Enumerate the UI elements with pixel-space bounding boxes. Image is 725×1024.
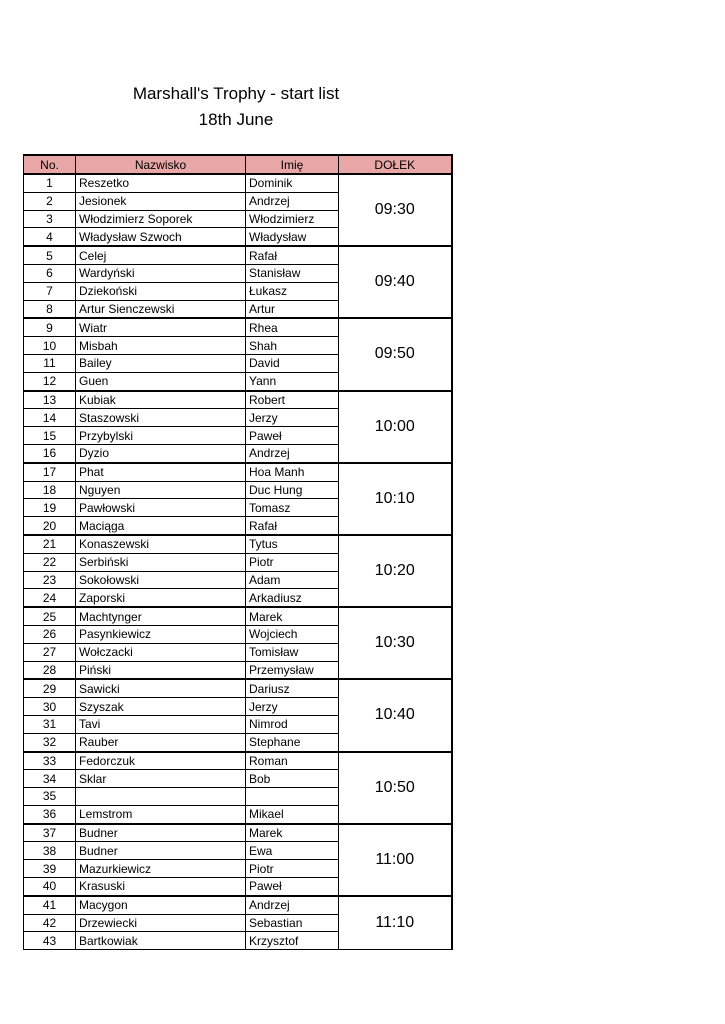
header-surname: Nazwisko bbox=[76, 155, 246, 174]
entry-firstname: Dominik bbox=[246, 174, 339, 192]
entry-number: 18 bbox=[24, 481, 76, 499]
page-title: Marshall's Trophy - start list bbox=[132, 84, 340, 103]
entry-surname: Phat bbox=[76, 463, 246, 481]
table-header-row bbox=[24, 155, 452, 174]
entry-surname: Dyzio bbox=[76, 444, 246, 462]
entry-surname: Przybylski bbox=[76, 427, 246, 445]
table-row bbox=[24, 896, 452, 914]
tee-time: 09:30 bbox=[339, 174, 452, 246]
entry-number: 40 bbox=[24, 878, 76, 896]
entry-firstname: Wojciech bbox=[246, 625, 339, 643]
tee-time: 09:40 bbox=[339, 246, 452, 318]
entry-surname: Pawłowski bbox=[76, 499, 246, 517]
entry-surname: Serbiński bbox=[76, 553, 246, 571]
entry-number: 15 bbox=[24, 427, 76, 445]
entry-number: 6 bbox=[24, 264, 76, 282]
entry-surname: Machtynger bbox=[76, 607, 246, 625]
entry-number: 14 bbox=[24, 409, 76, 427]
entry-firstname: Włodzimierz bbox=[246, 210, 339, 228]
entry-number: 16 bbox=[24, 444, 76, 462]
entry-firstname: Dariusz bbox=[246, 679, 339, 697]
table-row bbox=[24, 607, 452, 625]
entry-surname: Budner bbox=[76, 842, 246, 860]
entry-firstname: Artur bbox=[246, 300, 339, 318]
entry-surname: Lemstrom bbox=[76, 805, 246, 823]
entry-firstname: Tomasz bbox=[246, 499, 339, 517]
tee-time: 10:50 bbox=[339, 752, 452, 824]
entry-firstname: Paweł bbox=[246, 878, 339, 896]
entry-firstname: Władysław bbox=[246, 228, 339, 246]
entry-number: 32 bbox=[24, 733, 76, 751]
entry-surname: Konaszewski bbox=[76, 535, 246, 553]
entry-number: 10 bbox=[24, 337, 76, 355]
entry-surname: Tavi bbox=[76, 715, 246, 733]
entry-surname: Artur Sienczewski bbox=[76, 300, 246, 318]
entry-firstname: Robert bbox=[246, 391, 339, 409]
table-row bbox=[24, 318, 452, 336]
entry-number: 38 bbox=[24, 842, 76, 860]
entry-firstname: Ewa bbox=[246, 842, 339, 860]
entry-firstname: Piotr bbox=[246, 553, 339, 571]
entry-number: 11 bbox=[24, 354, 76, 372]
entry-number: 36 bbox=[24, 805, 76, 823]
entry-surname: Piński bbox=[76, 661, 246, 679]
entry-number: 31 bbox=[24, 715, 76, 733]
entry-firstname: Yann bbox=[246, 372, 339, 390]
entry-number: 27 bbox=[24, 643, 76, 661]
entry-number: 1 bbox=[24, 174, 76, 192]
tee-time: 09:50 bbox=[339, 318, 452, 390]
entry-surname: Rauber bbox=[76, 733, 246, 751]
entry-firstname: Shah bbox=[246, 337, 339, 355]
entry-surname: Macygon bbox=[76, 896, 246, 914]
entry-surname: Guen bbox=[76, 372, 246, 390]
entry-surname: Budner bbox=[76, 824, 246, 842]
entry-number: 9 bbox=[24, 318, 76, 336]
entry-firstname: Jerzy bbox=[246, 409, 339, 427]
start-list-table bbox=[23, 154, 453, 950]
entry-number: 26 bbox=[24, 625, 76, 643]
entry-surname: Sokołowski bbox=[76, 571, 246, 589]
entry-surname bbox=[76, 788, 246, 806]
entry-firstname: Adam bbox=[246, 571, 339, 589]
entry-number: 17 bbox=[24, 463, 76, 481]
entry-firstname: Paweł bbox=[246, 427, 339, 445]
tee-time: 10:20 bbox=[339, 535, 452, 607]
entry-number: 43 bbox=[24, 932, 76, 950]
tee-time: 10:40 bbox=[339, 679, 452, 751]
table-body bbox=[24, 174, 452, 950]
entry-surname: Sklar bbox=[76, 770, 246, 788]
entry-number: 8 bbox=[24, 300, 76, 318]
entry-number: 24 bbox=[24, 589, 76, 607]
tee-time: 11:10 bbox=[339, 896, 452, 950]
tee-time: 10:00 bbox=[339, 391, 452, 463]
entry-number: 21 bbox=[24, 535, 76, 553]
entry-number: 30 bbox=[24, 698, 76, 716]
entry-number: 2 bbox=[24, 192, 76, 210]
entry-surname: Fedorczuk bbox=[76, 752, 246, 770]
entry-number: 23 bbox=[24, 571, 76, 589]
entry-surname: Jesionek bbox=[76, 192, 246, 210]
table-row bbox=[24, 246, 452, 264]
entry-firstname: Marek bbox=[246, 607, 339, 625]
entry-number: 29 bbox=[24, 679, 76, 697]
entry-number: 3 bbox=[24, 210, 76, 228]
entry-firstname: Tomisław bbox=[246, 643, 339, 661]
entry-surname: Maciąga bbox=[76, 517, 246, 535]
header-slot: DOŁEK bbox=[339, 155, 452, 174]
tee-time: 10:10 bbox=[339, 463, 452, 535]
entry-surname: Pasynkiewicz bbox=[76, 625, 246, 643]
entry-firstname: Andrzej bbox=[246, 896, 339, 914]
entry-firstname: Rafał bbox=[246, 517, 339, 535]
event-date: 18th June bbox=[198, 110, 274, 129]
entry-firstname: Nimrod bbox=[246, 715, 339, 733]
table-row bbox=[24, 174, 452, 192]
entry-number: 5 bbox=[24, 246, 76, 264]
entry-firstname: Rhea bbox=[246, 318, 339, 336]
entry-surname: Kubiak bbox=[76, 391, 246, 409]
entry-firstname: Stephane bbox=[246, 733, 339, 751]
table-row bbox=[24, 391, 452, 409]
entry-firstname: Przemysław bbox=[246, 661, 339, 679]
entry-surname: Krasuski bbox=[76, 878, 246, 896]
entry-firstname: Hoa Manh bbox=[246, 463, 339, 481]
entry-firstname: Andrzej bbox=[246, 444, 339, 462]
entry-number: 41 bbox=[24, 896, 76, 914]
table-row bbox=[24, 752, 452, 770]
entry-number: 12 bbox=[24, 372, 76, 390]
entry-number: 37 bbox=[24, 824, 76, 842]
entry-firstname: Stanisław bbox=[246, 264, 339, 282]
table-row bbox=[24, 679, 452, 697]
table-row bbox=[24, 535, 452, 553]
entry-firstname: Tytus bbox=[246, 535, 339, 553]
tee-time: 10:30 bbox=[339, 607, 452, 679]
entry-number: 39 bbox=[24, 860, 76, 878]
entry-number: 13 bbox=[24, 391, 76, 409]
entry-firstname: Marek bbox=[246, 824, 339, 842]
entry-number: 7 bbox=[24, 282, 76, 300]
header-no: No. bbox=[24, 155, 76, 174]
entry-surname: Włodzimierz Soporek bbox=[76, 210, 246, 228]
entry-number: 28 bbox=[24, 661, 76, 679]
entry-number: 19 bbox=[24, 499, 76, 517]
entry-number: 42 bbox=[24, 914, 76, 932]
entry-firstname: Piotr bbox=[246, 860, 339, 878]
entry-surname: Staszowski bbox=[76, 409, 246, 427]
entry-surname: Wołczacki bbox=[76, 643, 246, 661]
tee-time: 11:00 bbox=[339, 824, 452, 896]
entry-surname: Bailey bbox=[76, 354, 246, 372]
entry-surname: Wiatr bbox=[76, 318, 246, 336]
entry-firstname: Arkadiusz bbox=[246, 589, 339, 607]
entry-firstname: David bbox=[246, 354, 339, 372]
table-row bbox=[24, 463, 452, 481]
entry-firstname: Łukasz bbox=[246, 282, 339, 300]
entry-firstname: Jerzy bbox=[246, 698, 339, 716]
table-row bbox=[24, 824, 452, 842]
entry-number: 33 bbox=[24, 752, 76, 770]
entry-surname: Wardyński bbox=[76, 264, 246, 282]
entry-firstname: Bob bbox=[246, 770, 339, 788]
entry-number: 20 bbox=[24, 517, 76, 535]
entry-firstname: Mikael bbox=[246, 805, 339, 823]
entry-surname: Zaporski bbox=[76, 589, 246, 607]
entry-surname: Drzewiecki bbox=[76, 914, 246, 932]
entry-firstname: Krzysztof bbox=[246, 932, 339, 950]
entry-surname: Bartkowiak bbox=[76, 932, 246, 950]
entry-firstname: Rafał bbox=[246, 246, 339, 264]
entry-surname: Szyszak bbox=[76, 698, 246, 716]
entry-number: 22 bbox=[24, 553, 76, 571]
entry-surname: Mazurkiewicz bbox=[76, 860, 246, 878]
entry-firstname: Roman bbox=[246, 752, 339, 770]
header-firstname: Imię bbox=[246, 155, 339, 174]
entry-firstname bbox=[246, 788, 339, 806]
entry-surname: Reszetko bbox=[76, 174, 246, 192]
entry-number: 4 bbox=[24, 228, 76, 246]
entry-firstname: Andrzej bbox=[246, 192, 339, 210]
entry-number: 34 bbox=[24, 770, 76, 788]
entry-surname: Władysław Szwoch bbox=[76, 228, 246, 246]
entry-number: 35 bbox=[24, 788, 76, 806]
entry-surname: Dziekoński bbox=[76, 282, 246, 300]
entry-firstname: Sebastian bbox=[246, 914, 339, 932]
entry-surname: Sawicki bbox=[76, 679, 246, 697]
entry-number: 25 bbox=[24, 607, 76, 625]
entry-surname: Nguyen bbox=[76, 481, 246, 499]
entry-surname: Misbah bbox=[76, 337, 246, 355]
entry-surname: Celej bbox=[76, 246, 246, 264]
entry-firstname: Duc Hung bbox=[246, 481, 339, 499]
